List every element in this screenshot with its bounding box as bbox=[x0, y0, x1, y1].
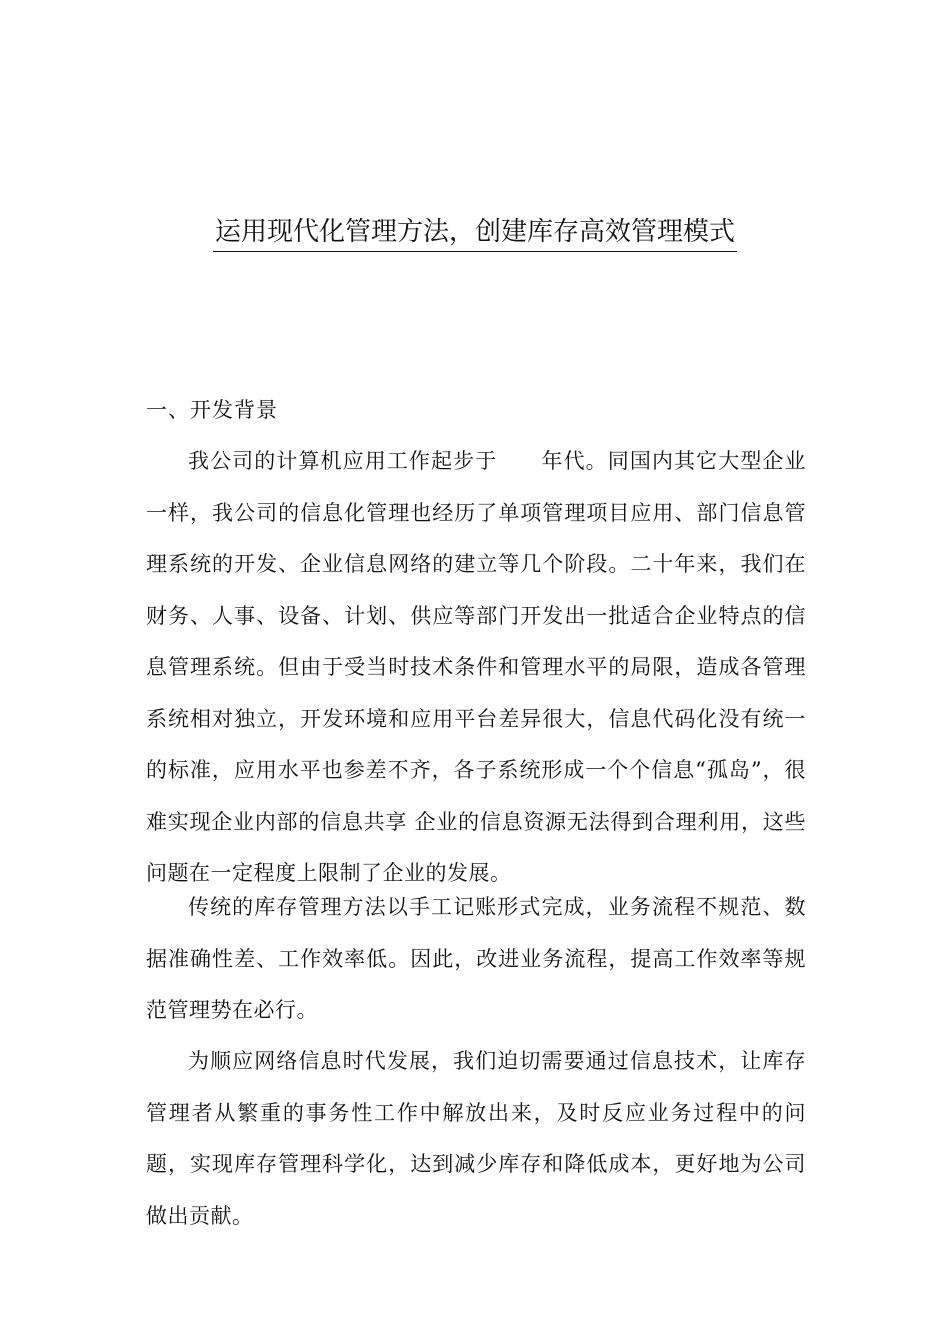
document-title-text: 运用现代化管理方法，创建库存高效管理模式 bbox=[213, 213, 737, 252]
section-heading: 一、开发背景 bbox=[146, 398, 278, 422]
paragraph-background: 我公司的计算机应用工作起步于 年代。同国内其它大型企业一样，我公司的信息化管理也经历了单项管理项目应用、部门信息管理系统的开发、企业信息网络的建立等几个阶段。二十年来，我们在财务、人事、设备、计划、供应等部门开发出一批适合企业特点的信息管理系统。但由于受当时技术条件和管理水平的局限，造成各管理系统相对独立，开发环境和应用平台差异很大，信息代码化没有统一的标准，应用水平也参差不齐，各子系统形成一个个信息“孤岛”，很难实现企业内部的信息共享 企业的信息资源无法得到合理利用，这些问题在一定程度上限制了企业的发展。 bbox=[146, 449, 806, 885]
document-title bbox=[0, 212, 950, 252]
paragraph-network-era: 为顺应网络信息时代发展，我们迫切需要通过信息技术，让库存管理者从繁重的事务性工作中解放出来，及时反应业务过程中的问题，实现库存管理科学化，达到减少库存和降低成本，更好地为公司做出贡献。 bbox=[146, 1049, 806, 1228]
paragraph-traditional-method: 传统的库存管理方法以手工记账形式完成，业务流程不规范、数据准确性差、工作效率低。因此，改进业务流程，提高工作效率等规范管理势在必行。 bbox=[146, 895, 806, 1022]
